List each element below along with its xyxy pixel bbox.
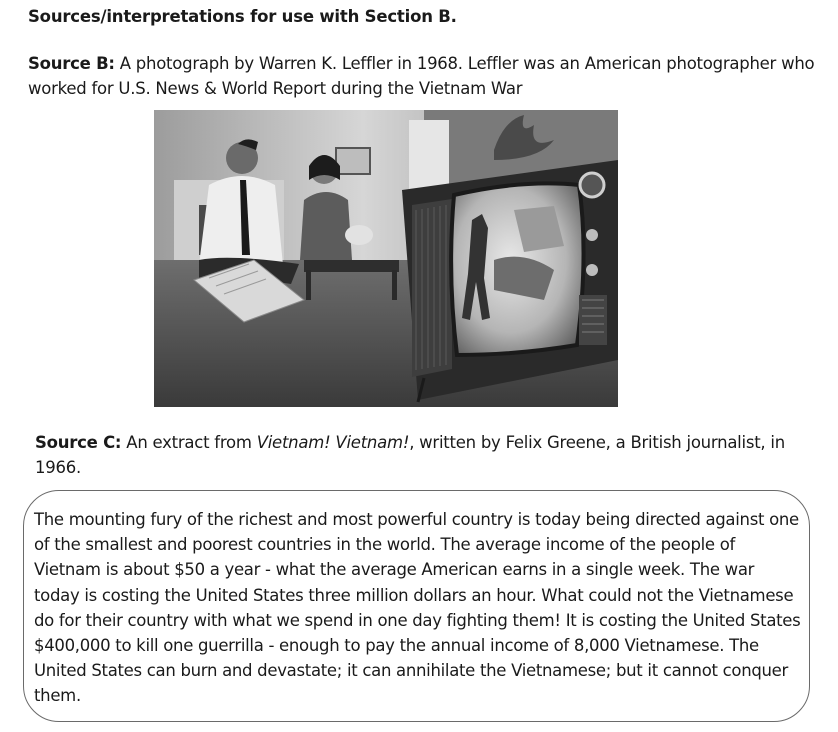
photograph-icon [154, 110, 618, 407]
source-c-label: Source C: [35, 433, 122, 452]
source-b-label: Source B: [28, 54, 115, 73]
source-c-book-title: Vietnam! Vietnam! [256, 433, 410, 452]
source-b-caption [28, 51, 818, 101]
source-b-description: A photograph by Warren K. Leffler in 1968. Leffler was an American photographer who worked for U.S. News & World Report during the Vietnam War [28, 54, 815, 98]
source-c-text-after: , written by Felix Greene, a British journalist, in 1966. [35, 433, 785, 477]
source-c-caption [35, 430, 815, 480]
section-heading: Sources/interpretations for use with Section B. [28, 7, 457, 26]
extract-text: The mounting fury of the richest and most powerful country is today being directed against one of the smallest and poorest countries in the world. The average income of the people of Vietnam is about $50 a year - what the average American earns in a single week. The war today is costing the United States three million dollars an hour. What could not the Vietnamese do for their country with what we spend in one day fighting them! It is costing the United States $400,000 to kill one guerrilla - enough to pay the annual income of 8,000 Vietnamese. The United States can burn and devastate; it can annihilate the Vietnamese; but it cannot conquer them. [34, 510, 801, 706]
source-c-text-before: An extract from [121, 433, 257, 452]
